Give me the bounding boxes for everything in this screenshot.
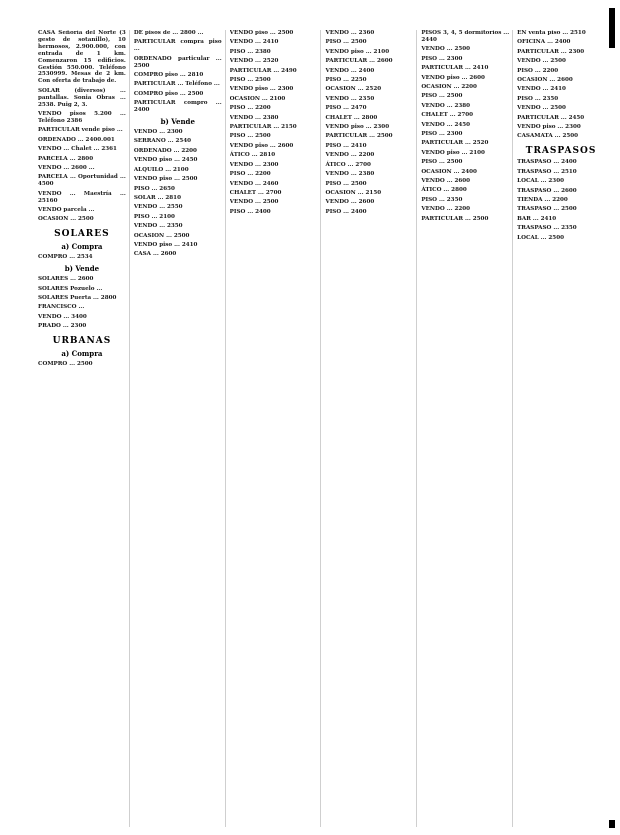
column-6 — [517, 30, 608, 827]
classified-ad: PARCELA ... Oportunidad ... 4500 — [38, 174, 126, 188]
classified-ad: EN venta piso ... 2510 — [517, 30, 586, 36]
classified-ad: VENDO piso ... 2600 — [229, 142, 294, 149]
classified-ad: PARTICULAR ... 2490 — [229, 67, 297, 74]
classified-ad: VENDO ... 2380 — [325, 171, 375, 178]
classified-ad: COMPRO ... 2534 — [38, 254, 93, 261]
classified-ad: PISO ... 2200 — [517, 67, 559, 74]
classified-ad: ÁTICO ... 2810 — [229, 152, 276, 159]
classified-ad: PARTICULAR ... 2500 — [421, 215, 489, 222]
classified-ad: OCASION ... 2200 — [421, 83, 477, 90]
classified-ad: PISO ... 2200 — [229, 105, 271, 112]
classified-ad: VENDO ... 3400 — [38, 313, 87, 320]
classified-ad: PISO ... 2300 — [421, 55, 463, 62]
classified-ad: PISO ... 2500 — [325, 39, 367, 46]
classified-ad: VENDO piso ... 2500 — [229, 30, 294, 36]
classified-ad: PISO ... 2200 — [229, 171, 271, 178]
classified-ad: VENDO piso ... 2500 — [133, 176, 198, 183]
classified-ad: PARTICULAR ... Teléfono ... — [133, 81, 220, 88]
column-1 — [38, 30, 130, 827]
classified-ad: VENDO ... 2600 ... — [38, 164, 95, 171]
classified-ad: VENDO ... 2520 — [229, 58, 279, 65]
classified-ad: OCASION ... 2500 — [38, 216, 94, 223]
classified-ad: OFICINA ... 2400 — [517, 39, 571, 46]
classified-ad: VENDO ... 2300 — [133, 129, 183, 136]
classified-ad: COMPRO piso ... 2500 — [133, 90, 204, 97]
subsection-heading: b) Vende — [64, 264, 100, 274]
classified-ad: PARTICULAR ... 2500 — [325, 133, 393, 140]
classified-ad: COMPRO piso ... 2810 — [133, 72, 204, 79]
classified-ad: SOLARES Puerta ... 2800 — [38, 294, 117, 301]
classified-ad: VENDO ... 2200 — [325, 152, 375, 159]
classified-ad: VENDO pisos 5.200 ... Teléfono 2386 — [38, 110, 126, 124]
classified-ad: PARCELA ... 2800 — [38, 155, 94, 162]
classified-ad: PARTICULAR vende piso ... — [38, 127, 123, 134]
classified-ad: TRASPASO ... 2500 — [517, 206, 577, 213]
classified-ad: SOLARES Pozuelo ... — [38, 285, 103, 292]
classified-ad: VENDO ... 2410 — [229, 39, 279, 46]
classified-ad: DE pisos de ... 2800 ... — [133, 30, 204, 36]
classified-ad: VENDO ... 2400 — [325, 67, 375, 74]
classified-ad: PISO ... 2100 — [133, 213, 175, 220]
classified-ad: ÁTICO ... 2700 — [325, 161, 371, 168]
classified-ad: PISO ... 2500 — [421, 93, 463, 100]
classified-columns — [38, 30, 608, 827]
classified-ad: PARTICULAR ... 2520 — [421, 140, 489, 147]
classified-ad: VENDO ... 2300 — [229, 161, 279, 168]
classified-ad: PISO ... 2250 — [325, 77, 367, 84]
column-4 — [325, 30, 417, 827]
classified-ad: SOLARES ... 2600 — [38, 276, 94, 283]
classified-ad: SOLAR ... 2810 — [133, 194, 181, 201]
classified-ad: PISO ... 2410 — [325, 142, 367, 149]
classified-ad: CHALET ... 2700 — [421, 112, 474, 119]
classified-ad: VENDO parcela ... — [38, 206, 95, 213]
classified-ad: PISO ... 2500 — [229, 77, 271, 84]
subsection-heading: a) Compra — [61, 349, 103, 359]
classified-ad: VENDO ... 2500 — [421, 46, 471, 53]
column-5 — [421, 30, 513, 827]
classified-ad: VENDO piso ... 2100 — [325, 48, 390, 55]
classified-ad: CHALET ... 2700 — [229, 189, 282, 196]
classified-ad: PISO ... 2350 — [421, 196, 463, 203]
subsection-heading: a) Compra — [61, 242, 103, 252]
margin-mark — [609, 8, 615, 48]
section-heading: URBANAS — [52, 336, 112, 347]
classified-ad: VENDO ... 2500 — [517, 58, 566, 65]
classified-ad: VENDO piso ... 2300 — [325, 124, 390, 131]
classified-ad: OCASION ... 2100 — [229, 95, 286, 102]
classified-ad: VENDO ... 2600 — [421, 178, 471, 184]
classified-ad: ALQUILO ... 2100 — [133, 166, 189, 173]
classified-ad: OCASION ... 2150 — [325, 189, 382, 196]
classified-ad: PISO ... 2500 — [421, 159, 463, 166]
classified-ad: TRASPASO ... 2600 — [517, 187, 577, 194]
classified-ad: VENDO ... 2550 — [133, 204, 183, 211]
section-heading: TRASPASOS — [525, 146, 597, 157]
classified-ad: TRASPASO ... 2510 — [517, 168, 577, 175]
classified-ad: ORDENADO ... 2400.001 — [38, 136, 115, 143]
classified-ad: VENDO piso ... 2300 — [517, 124, 581, 131]
classified-ad: SOLAR (diversos) ... pantallas. Sonia Obras ... 2538. Puig 2, 3. — [38, 87, 126, 108]
classified-ad: PISO ... 2380 — [229, 48, 271, 55]
classified-ad: VENDO ... 2600 — [325, 199, 375, 206]
classified-ad: PARTICULAR ... 2410 — [421, 65, 489, 72]
classified-ad: VENDO ... Maestría ... 25160 — [38, 190, 126, 204]
section-heading: SOLARES — [54, 229, 110, 240]
classified-ad: PISO ... 2400 — [325, 208, 367, 215]
classified-ad: COMPRO ... 2500 — [38, 361, 93, 368]
classified-ad: VENDO ... 2380 — [229, 114, 279, 121]
classified-ad: PISO ... 2470 — [325, 105, 367, 112]
classified-ad: VENDO ... 2460 — [229, 180, 279, 187]
classified-ad: VENDO piso ... 2300 — [229, 86, 294, 93]
classified-ad: ORDENADO ... 2200 — [133, 147, 197, 154]
classified-ad: VENDO ... 2410 — [517, 86, 566, 93]
classified-ad: VENDO piso ... 2410 — [133, 241, 198, 248]
classified-ad: SERRANO ... 2540 — [133, 138, 192, 145]
classified-ad: PISO ... 2350 — [517, 95, 559, 102]
margin-mark-bottom — [609, 820, 615, 828]
classified-ad: VENDO ... 2500 — [229, 199, 279, 206]
classified-ad: LOCAL ... 2300 — [517, 178, 564, 185]
column-3 — [230, 30, 322, 827]
classified-ad: PISO ... 2300 — [421, 130, 463, 137]
classified-ad: PARTICULAR compra piso ... — [133, 39, 222, 53]
classified-ad: VENDO ... 2450 — [421, 121, 471, 128]
classified-ad: PARTICULAR compro ... 2400 — [133, 100, 222, 114]
classified-ad: BAR ... 2410 — [517, 215, 557, 222]
classified-ad: PARTICULAR ... 2150 — [229, 124, 297, 131]
classified-ad: CASA Señoría del Norte (3 gesto de sotanillo), 10 hermosos, 2.900.000, con entrada de 1 km. Comenzaron 15 edificios. Gestión 550.000. Teléfono 2530999. Mesas de 2 km. Con oferta de trabajo de. — [38, 30, 126, 85]
classified-ad: CASAMATA ... 2500 — [517, 133, 579, 140]
classified-ad: VENDO piso ... 2100 — [421, 149, 485, 156]
classified-ad: TRASPASO ... 2400 — [517, 159, 577, 166]
classified-ad: TIENDA ... 2200 — [517, 197, 568, 203]
classified-ad: PARTICULAR ... 2300 — [517, 48, 585, 55]
classified-ad: VENDO ... 2500 — [517, 105, 566, 112]
classified-ad: PISOS 3, 4, 5 dormitorios ... 2440 — [421, 30, 510, 43]
classified-ad: PRADO ... 2300 — [38, 323, 87, 330]
classified-ad: VENDO ... 2350 — [325, 95, 375, 102]
classified-ad: OCASION ... 2500 — [133, 232, 190, 239]
classified-ad: VENDO ... Chalet ... 2361 — [38, 146, 117, 153]
classified-ad: VENDO ... 2360 — [325, 30, 375, 36]
subsection-heading: b) Vende — [160, 117, 195, 127]
classified-ad: PISO ... 2500 — [229, 133, 271, 140]
classified-ad: PISO ... 2500 — [325, 180, 367, 187]
classified-ad: FRANCISCO ... — [38, 304, 85, 311]
classified-ad: VENDO piso ... 2450 — [133, 157, 198, 164]
classified-ad: CHALET ... 2800 — [325, 114, 378, 121]
classified-ad: OCASION ... 2520 — [325, 86, 382, 93]
classified-ad: PARTICULAR ... 2600 — [325, 58, 393, 65]
classified-ad: VENDO ... 2350 — [133, 223, 183, 230]
classified-ad: ORDENADO particular ... 2500 — [133, 55, 222, 69]
classified-ad: PISO ... 2650 — [133, 185, 175, 192]
classified-ad: OCASION ... 2400 — [421, 168, 477, 175]
classified-ad: OCASION ... 2600 — [517, 77, 573, 84]
classified-ad: CASA ... 2600 — [133, 251, 177, 258]
classified-ad: PARTICULAR ... 2450 — [517, 114, 585, 121]
classified-ad: PISO ... 2400 — [229, 208, 271, 215]
classified-ad: VENDO piso ... 2600 — [421, 74, 485, 81]
classified-ad: VENDO ... 2380 — [421, 102, 471, 109]
classified-ad: TRASPASO ... 2350 — [517, 225, 577, 232]
classified-ad: LOCAL ... 2500 — [517, 234, 564, 241]
column-2 — [134, 30, 226, 827]
classified-ad: VENDO ... 2200 — [421, 206, 471, 213]
classified-ad: ÁTICO ... 2800 — [421, 187, 467, 194]
